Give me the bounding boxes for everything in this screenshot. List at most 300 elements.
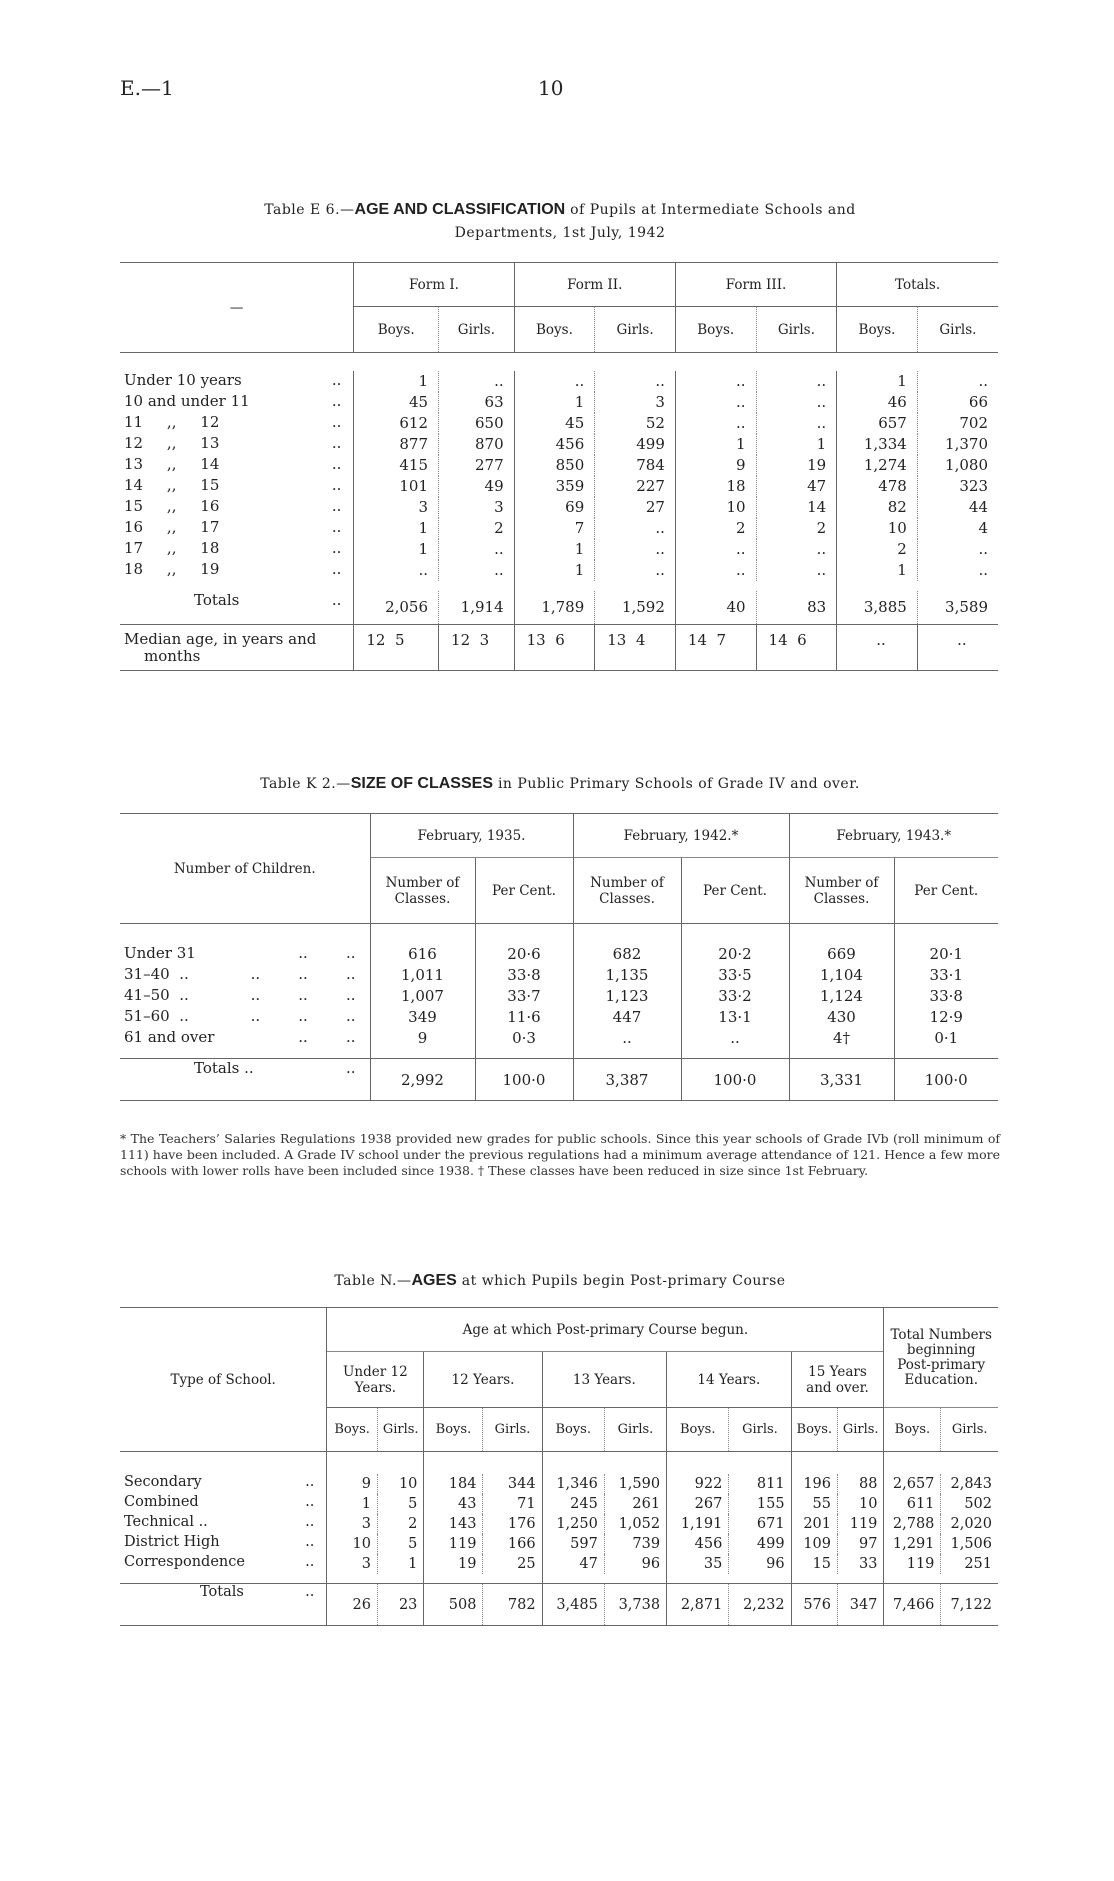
table-n-cell: 671	[729, 1514, 791, 1534]
table-k2-row	[120, 1028, 998, 1049]
table-n-cell: 33	[838, 1554, 884, 1574]
row-label: 61 and over	[124, 1027, 215, 1046]
table-e6-cell: ..	[756, 560, 837, 581]
leader-dots: ..	[331, 517, 342, 536]
table-e6-cell: 52	[595, 413, 676, 434]
table-n-cell: 109	[791, 1534, 837, 1554]
table-k2-cell: 682	[573, 944, 681, 965]
table-k2-title-prefix: Table K 2.—	[260, 776, 351, 792]
row-label: 10 and under 11	[124, 391, 250, 410]
table-n-cell: 739	[604, 1534, 666, 1554]
table-n-cell: 811	[729, 1474, 791, 1494]
table-k2-cell: 20·6	[475, 944, 573, 965]
table-e6-cell: 850	[514, 455, 595, 476]
table-n-cell: 166	[483, 1534, 542, 1554]
table-n-cell: 201	[791, 1514, 837, 1534]
row-label: 41–50 ..	[124, 985, 189, 1004]
table-k2-cell: 430	[789, 1007, 894, 1028]
table-k2-cell: 1,104	[789, 965, 894, 986]
row-label-cell	[120, 455, 353, 473]
table-n-cell: 119	[424, 1534, 483, 1554]
median-cell: 14 7	[675, 625, 756, 671]
table-e6-group-header: Totals.	[837, 263, 998, 307]
table-n-cell: 1	[327, 1494, 378, 1514]
spacer-row	[120, 1574, 998, 1584]
table-e6-cell: 14	[756, 497, 837, 518]
table-n-cell: 176	[483, 1514, 542, 1534]
table-e6-cell: ..	[439, 371, 515, 392]
table-n-group-header: 15 Years and over.	[791, 1352, 884, 1408]
table-k2-row	[120, 1007, 998, 1028]
spacer-row	[120, 1049, 998, 1059]
table-n-cell: 922	[667, 1474, 729, 1494]
table-k2-cell: ..	[573, 1028, 681, 1049]
table-n-title	[120, 1269, 1000, 1292]
table-e6-cell: 2	[756, 518, 837, 539]
table-n-subheader: Boys.	[424, 1408, 483, 1452]
table-n-cell: 96	[729, 1554, 791, 1574]
table-k2-group-header: February, 1935.	[370, 814, 573, 858]
row-label: 16 ,, 17	[124, 517, 220, 536]
table-e6-cell: 499	[595, 434, 676, 455]
table-e6-cell: 46	[837, 392, 918, 413]
row-label: 11 ,, 12	[124, 412, 220, 431]
table-n-cell: 1,590	[604, 1474, 666, 1494]
table-e6-cell: ..	[756, 413, 837, 434]
table-e6-cell: ..	[756, 371, 837, 392]
table-n-cell: 456	[667, 1534, 729, 1554]
row-label: 13 ,, 14	[124, 454, 220, 473]
table-n-cell: 3	[327, 1554, 378, 1574]
table-k2-group-header: February, 1942.*	[573, 814, 789, 858]
table-n-cell: 1,291	[884, 1534, 941, 1554]
leader-dots: ..	[331, 391, 342, 410]
table-k2-cell: 0·3	[475, 1028, 573, 1049]
table-k2-cell: 33·2	[681, 986, 789, 1007]
table-e6-subheader: Girls.	[756, 307, 837, 353]
table-k2-row	[120, 986, 998, 1007]
row-label-cell	[120, 986, 370, 1004]
median-label-cont: months	[144, 647, 201, 665]
leader-dots: ..	[305, 1473, 315, 1490]
row-label-cell	[120, 371, 353, 389]
row-label: Combined	[124, 1493, 199, 1510]
table-e6-cell: 2	[439, 518, 515, 539]
table-e6-cell: 323	[917, 476, 998, 497]
leader-dots: ..	[331, 454, 342, 473]
table-e6-cell: 478	[837, 476, 918, 497]
table-e6-cell: ..	[514, 371, 595, 392]
table-e6-cell: 10	[675, 497, 756, 518]
table-n-subheader: Girls.	[604, 1408, 666, 1452]
table-n-cell: 1,191	[667, 1514, 729, 1534]
table-e6-cell: 1	[514, 539, 595, 560]
table-k2-cell: 669	[789, 944, 894, 965]
table-n-cell: 1,346	[542, 1474, 604, 1494]
table-n-cell: 2,232	[729, 1584, 791, 1626]
table-k2-cell: 3,387	[573, 1059, 681, 1101]
table-n-cell: 1,052	[604, 1514, 666, 1534]
table-k2-title-bold: SIZE OF CLASSES	[350, 775, 493, 792]
table-k2-cell: 11·6	[475, 1007, 573, 1028]
table-n-cell: 143	[424, 1514, 483, 1534]
table-e6-cell: 1,274	[837, 455, 918, 476]
table-n-row	[120, 1554, 998, 1574]
median-label: Median age, in years and	[124, 630, 317, 648]
table-n-cell: 47	[542, 1554, 604, 1574]
table-n-cell: 251	[941, 1554, 998, 1574]
table-e6-title-bold: AGE AND CLASSIFICATION	[354, 201, 566, 218]
table-e6-row	[120, 371, 998, 392]
table-k2-cell: 100·0	[894, 1059, 998, 1101]
table-k2-subheader: Number of Classes.	[789, 858, 894, 924]
table-n-cell: 3	[327, 1514, 378, 1534]
table-n-cell: 97	[838, 1534, 884, 1554]
table-n-cell: 96	[604, 1554, 666, 1574]
page-number: 10	[538, 76, 564, 100]
table-e6-group-header: Form III.	[675, 263, 836, 307]
table-e6-row	[120, 434, 998, 455]
table-n-cell: 26	[327, 1584, 378, 1626]
table-e6-cell: 66	[917, 392, 998, 413]
table-n-cell: 5	[377, 1494, 423, 1514]
median-cell: 12 3	[439, 625, 515, 671]
table-e6-subheader: Boys.	[675, 307, 756, 353]
table-e6-cell: 612	[354, 413, 439, 434]
table-n	[120, 1307, 998, 1626]
table-e6-cell: 2,056	[354, 591, 439, 625]
row-label: Totals ..	[194, 1059, 254, 1077]
median-cell: ..	[837, 625, 918, 671]
row-label: Under 10 years	[124, 370, 242, 389]
table-n-cell: 1	[377, 1554, 423, 1574]
leader-dots: .. .. ..	[250, 1006, 356, 1025]
table-n-cell: 23	[377, 1584, 423, 1626]
table-n-totals-row	[120, 1584, 998, 1626]
table-n-cell: 88	[838, 1474, 884, 1494]
row-label: Secondary	[124, 1473, 202, 1490]
table-n-cell: 3,485	[542, 1584, 604, 1626]
table-e6-cell: ..	[675, 560, 756, 581]
table-k2-cell: 100·0	[681, 1059, 789, 1101]
table-e6-cell: 1,334	[837, 434, 918, 455]
table-n-cell: 10	[377, 1474, 423, 1494]
table-e6-median-row	[120, 625, 998, 671]
table-k2-cell: 1,123	[573, 986, 681, 1007]
table-n-subheader: Boys.	[667, 1408, 729, 1452]
table-k2-cell: 33·8	[894, 986, 998, 1007]
table-e6-cell: 44	[917, 497, 998, 518]
table-e6-cell: ..	[675, 413, 756, 434]
table-e6-cell: 2	[837, 539, 918, 560]
row-label-cell	[120, 1028, 370, 1046]
table-e6-cell: 277	[439, 455, 515, 476]
leader-dots: ..	[345, 1059, 356, 1077]
table-e6-subheader: Boys.	[354, 307, 439, 353]
table-n-cell: 3,738	[604, 1584, 666, 1626]
row-label: 18 ,, 19	[124, 559, 220, 578]
table-e6-cell: ..	[595, 518, 676, 539]
table-e6-cell: 19	[756, 455, 837, 476]
table-n-cell: 35	[667, 1554, 729, 1574]
median-cell: 14 6	[756, 625, 837, 671]
leader-dots: ..	[331, 475, 342, 494]
table-e6-cell: 2	[675, 518, 756, 539]
row-label: 14 ,, 15	[124, 475, 220, 494]
table-e6-cell: 1	[514, 560, 595, 581]
table-e6-row	[120, 476, 998, 497]
leader-dots: ..	[331, 433, 342, 452]
table-e6-cell: 1	[837, 371, 918, 392]
table-k2-subheader: Per Cent.	[475, 858, 573, 924]
table-k2-cell: 616	[370, 944, 475, 965]
table-k2-subheader: Number of Classes.	[370, 858, 475, 924]
table-e6-subheader: Girls.	[439, 307, 515, 353]
table-n-cell: 7,466	[884, 1584, 941, 1626]
table-e6-cell: 1,914	[439, 591, 515, 625]
table-k2-row	[120, 965, 998, 986]
table-k2-cell: 1,007	[370, 986, 475, 1007]
table-k2-totals-row	[120, 1059, 998, 1101]
table-n-cell: 267	[667, 1494, 729, 1514]
table-n-group-header: 14 Years.	[667, 1352, 792, 1408]
table-e6-cell: 3	[439, 497, 515, 518]
table-e6-cell: 101	[354, 476, 439, 497]
table-e6-cell: 1	[514, 392, 595, 413]
table-k2-title	[120, 772, 1000, 795]
table-n-cell: 597	[542, 1534, 604, 1554]
table-n-stub-header: Type of School.	[120, 1308, 327, 1452]
row-label-cell	[120, 1554, 326, 1570]
table-k2-cell: ..	[681, 1028, 789, 1049]
row-label-cell	[120, 560, 353, 578]
leader-dots: ..	[305, 1584, 315, 1600]
leader-dots: ..	[305, 1533, 315, 1550]
leader-dots: .. .. ..	[250, 985, 356, 1004]
leader-dots: .. ..	[298, 1027, 356, 1046]
table-e6-cell: 69	[514, 497, 595, 518]
median-label-cell	[120, 625, 354, 671]
table-n-cell: 71	[483, 1494, 542, 1514]
table-k2-cell: 20·1	[894, 944, 998, 965]
table-n-cell: 502	[941, 1494, 998, 1514]
table-e6-cell: 1	[354, 518, 439, 539]
table-n-cell: 782	[483, 1584, 542, 1626]
median-cell: 12 5	[354, 625, 439, 671]
table-e6-stub-header: —	[120, 263, 354, 353]
table-n-subheader: Boys.	[791, 1408, 837, 1452]
table-e6-subheader: Girls.	[917, 307, 998, 353]
table-k2-cell: 1,124	[789, 986, 894, 1007]
table-e6-cell: 47	[756, 476, 837, 497]
table-n-cell: 611	[884, 1494, 941, 1514]
table-n-subheader: Boys.	[884, 1408, 941, 1452]
table-e6-group-header: Form II.	[514, 263, 675, 307]
table-n-cell: 15	[791, 1554, 837, 1574]
table-e6-cell: 1,080	[917, 455, 998, 476]
table-n-title-prefix: Table N.—	[334, 1273, 412, 1289]
table-e6-cell: 1,789	[514, 591, 595, 625]
table-n-cell: 184	[424, 1474, 483, 1494]
table-n-cell: 347	[838, 1584, 884, 1626]
table-e6-title	[120, 198, 1000, 244]
row-label-cell	[120, 1007, 370, 1025]
table-e6-cell: 1	[837, 560, 918, 581]
leader-dots: ..	[305, 1513, 315, 1530]
table-k2-cell: 33·7	[475, 986, 573, 1007]
table-k2-cell: 33·5	[681, 965, 789, 986]
table-n-cell: 245	[542, 1494, 604, 1514]
table-e6-row	[120, 518, 998, 539]
table-e6-cell: ..	[439, 539, 515, 560]
row-label: 12 ,, 13	[124, 433, 220, 452]
table-e6-cell: ..	[439, 560, 515, 581]
table-n-super-header: Age at which Post-primary Course begun.	[327, 1308, 884, 1352]
table-k2-cell: 2,992	[370, 1059, 475, 1101]
table-e6	[120, 262, 998, 671]
table-n-row	[120, 1514, 998, 1534]
row-label: 51–60 ..	[124, 1006, 189, 1025]
table-k2-cell: 349	[370, 1007, 475, 1028]
row-label-cell	[120, 1514, 326, 1530]
leader-dots: .. ..	[298, 943, 356, 962]
table-n-cell: 119	[884, 1554, 941, 1574]
table-e6-cell: 3,885	[837, 591, 918, 625]
table-n-group-header: Under 12 Years.	[327, 1352, 424, 1408]
table-n-row	[120, 1534, 998, 1554]
table-e6-cell: 1	[756, 434, 837, 455]
table-n-cell: 344	[483, 1474, 542, 1494]
row-label-cell	[120, 1584, 326, 1600]
table-k2-cell: 1,011	[370, 965, 475, 986]
table-e6-cell: 82	[837, 497, 918, 518]
table-n-subheader: Girls.	[729, 1408, 791, 1452]
table-e6-title-suffix: of Pupils at Intermediate Schools and	[565, 202, 856, 218]
table-e6-cell: 359	[514, 476, 595, 497]
table-n-row	[120, 1474, 998, 1494]
leader-dots: ..	[331, 496, 342, 515]
table-k2-subheader: Per Cent.	[894, 858, 998, 924]
table-k2-cell: 3,331	[789, 1059, 894, 1101]
table-e6-cell: 1	[354, 371, 439, 392]
table-e6-cell: 1,370	[917, 434, 998, 455]
table-e6-cell: 10	[837, 518, 918, 539]
spacer-row	[120, 581, 998, 591]
row-label-cell	[120, 965, 370, 983]
row-label-cell	[120, 518, 353, 536]
table-k2-cell: 20·2	[681, 944, 789, 965]
table-e6-cell: 3	[595, 392, 676, 413]
table-e6-cell: 9	[675, 455, 756, 476]
spacer-row	[120, 353, 998, 371]
table-k2-title-suffix: in Public Primary Schools of Grade IV and over.	[493, 776, 860, 792]
table-e6-cell: 27	[595, 497, 676, 518]
table-e6-cell: ..	[675, 371, 756, 392]
table-e6-cell: 49	[439, 476, 515, 497]
leader-dots: ..	[331, 559, 342, 578]
table-k2-cell: 0·1	[894, 1028, 998, 1049]
row-label: District High	[124, 1533, 220, 1550]
table-e6-row	[120, 392, 998, 413]
page-reference: E.—1	[120, 76, 174, 100]
table-e6-cell: 45	[514, 413, 595, 434]
table-e6-cell: ..	[595, 539, 676, 560]
table-n-cell: 10	[327, 1534, 378, 1554]
table-e6-row	[120, 539, 998, 560]
table-n-cell: 19	[424, 1554, 483, 1574]
table-e6-cell: ..	[595, 560, 676, 581]
table-n-cell: 508	[424, 1584, 483, 1626]
table-e6-cell: ..	[595, 371, 676, 392]
spacer-row	[120, 1452, 998, 1474]
table-e6-cell: 650	[439, 413, 515, 434]
table-k2-row	[120, 944, 998, 965]
table-e6-totals-row	[120, 591, 998, 625]
table-e6-subheader: Boys.	[514, 307, 595, 353]
table-n-cell: 55	[791, 1494, 837, 1514]
table-e6-cell: 83	[756, 591, 837, 625]
leader-dots: ..	[331, 412, 342, 431]
table-e6-cell: 456	[514, 434, 595, 455]
row-label: Technical ..	[124, 1513, 208, 1530]
row-label: Totals	[200, 1584, 244, 1600]
table-e6-title-line2: Departments, 1st July, 1942	[454, 225, 666, 241]
table-k2-cell: 33·8	[475, 965, 573, 986]
table-n-title-suffix: at which Pupils begin Post-primary Course	[456, 1273, 786, 1289]
row-label: Totals	[194, 590, 240, 609]
table-n-cell: 2,843	[941, 1474, 998, 1494]
table-n-subheader: Girls.	[941, 1408, 998, 1452]
table-n-title-bold: AGES	[411, 1272, 457, 1289]
spacer-row	[120, 924, 998, 944]
median-cell: 13 4	[595, 625, 676, 671]
table-n-row	[120, 1494, 998, 1514]
row-label-cell	[120, 1474, 326, 1490]
table-e6-cell: ..	[675, 539, 756, 560]
table-e6-cell: 45	[354, 392, 439, 413]
row-label-cell	[120, 392, 353, 410]
table-n-cell: 2,871	[667, 1584, 729, 1626]
table-e6-cell: ..	[917, 539, 998, 560]
table-n-group-header: 12 Years.	[424, 1352, 542, 1408]
table-n-cell: 2,788	[884, 1514, 941, 1534]
table-e6-cell: ..	[756, 539, 837, 560]
leader-dots: .. .. ..	[250, 964, 356, 983]
table-e6-cell: 63	[439, 392, 515, 413]
row-label: 15 ,, 16	[124, 496, 220, 515]
leader-dots: ..	[331, 590, 342, 609]
table-e6-cell: 1,592	[595, 591, 676, 625]
table-k2-cell: 33·1	[894, 965, 998, 986]
table-e6-row	[120, 560, 998, 581]
table-e6-row	[120, 413, 998, 434]
table-e6-cell: 4	[917, 518, 998, 539]
table-e6-cell: 1	[354, 539, 439, 560]
table-n-cell: 499	[729, 1534, 791, 1554]
row-label-cell	[120, 944, 370, 962]
table-e6-cell: 657	[837, 413, 918, 434]
table-n-cell: 155	[729, 1494, 791, 1514]
table-n-cell: 2	[377, 1514, 423, 1534]
table-e6-cell: 3	[354, 497, 439, 518]
leader-dots: ..	[305, 1493, 315, 1510]
table-e6-row	[120, 497, 998, 518]
row-label-cell	[120, 497, 353, 515]
table-k2-footnote: * The Teachers’ Salaries Regulations 1938 provided new grades for public schools. Since this year schools of Grade IVb (roll minimum of 111) have been included. A Grade IV school under the previous regulations had a minimum average attendance of 121. Hence a few more schools with lower rolls have been included since 1938. † These classes have been reduced in size since 1st February.	[120, 1131, 1000, 1178]
table-e6-cell: 784	[595, 455, 676, 476]
row-label-cell	[120, 434, 353, 452]
table-k2-group-header: February, 1943.*	[789, 814, 998, 858]
